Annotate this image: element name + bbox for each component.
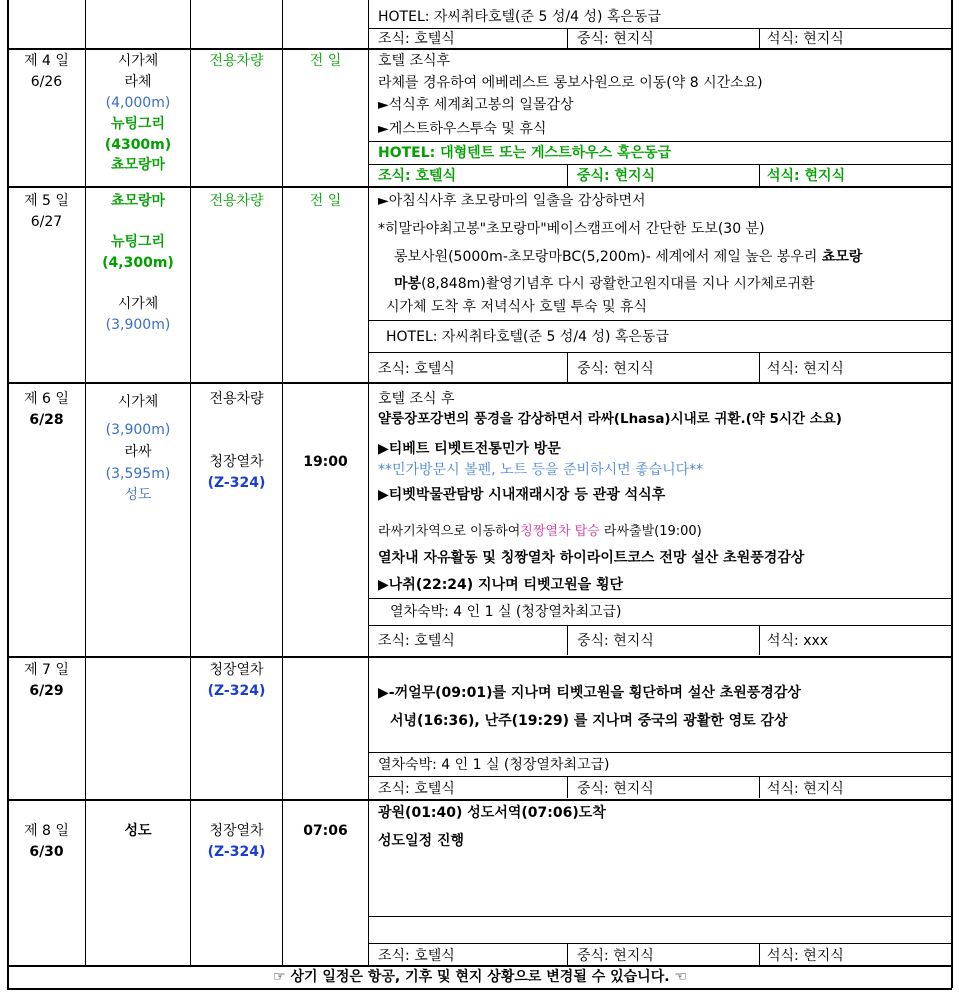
place: 성도: [124, 487, 152, 503]
schedule-line: ▶티베트 티벳트전통민가 방문: [378, 441, 561, 457]
place: 라체: [124, 74, 152, 90]
schedule-line: 라싸기차역으로 이동하여칭짱열차 탑승 라싸출발(19:00): [378, 524, 702, 539]
row-border: [7, 382, 952, 384]
table-right-border: [951, 0, 953, 988]
place: 시가체: [117, 394, 159, 410]
day-label: 제 7 일: [24, 662, 69, 678]
dinner: 석식: 현지식: [767, 781, 844, 797]
divider: [368, 164, 951, 165]
divider: [759, 164, 760, 186]
divider: [567, 776, 568, 798]
train: 청장열차: [209, 823, 264, 839]
place: 뉴팅그리: [110, 116, 166, 132]
schedule-line: 호텔 조식 후: [378, 391, 455, 407]
schedule-line: 호텔 조식후: [378, 53, 451, 69]
divider: [759, 625, 760, 655]
row-border: [7, 656, 952, 658]
place: 뉴팅그리: [110, 234, 166, 250]
hotel-line: HOTEL: 자씨취타호텔(준 5 성/4 성) 혹은동급: [386, 329, 669, 345]
divider: [567, 352, 568, 382]
divider: [567, 164, 568, 186]
divider: [759, 352, 760, 382]
place: 성도: [124, 823, 152, 839]
day-label: 제 6 일: [24, 391, 69, 407]
lunch: 중식: 현지식: [577, 781, 654, 797]
schedule-line: 서녕(16:36), 난주(19:29) 를 지나며 중국의 광활한 영토 감상: [390, 713, 788, 729]
divider: [368, 320, 951, 321]
breakfast: 조식: 호텔식: [378, 633, 455, 649]
divider: [567, 625, 568, 655]
day-label: 제 5 일: [24, 193, 69, 209]
day-date: 6/29: [29, 683, 64, 699]
divider: [368, 141, 951, 142]
altitude: (4,300m): [102, 255, 174, 271]
row-border: [7, 799, 952, 801]
schedule-line: 시가체 도착 후 저녁식사 호텔 투숙 및 휴식: [386, 299, 648, 315]
day-date: 6/30: [29, 844, 64, 860]
altitude: (4300m): [104, 137, 172, 153]
schedule-line: 열차내 자유활동 및 칭짱열차 하이라이트코스 전망 설산 초원풍경감상: [378, 550, 805, 566]
day-date: 6/27: [30, 214, 63, 230]
schedule-line: ►아침식사후 초모랑마의 일출을 감상하면서: [378, 193, 646, 209]
dinner: 석식: 현지식: [767, 168, 846, 184]
place: 쵸모랑마: [110, 157, 166, 173]
divider: [368, 625, 951, 626]
dinner: 석식: 현지식: [767, 361, 844, 377]
schedule-line: ►게스트하우스투숙 및 휴식: [378, 121, 547, 137]
place: 시가체: [117, 53, 159, 69]
row-border: [7, 186, 952, 188]
divider: [759, 28, 760, 48]
dinner: 석식: 현지식: [767, 31, 844, 47]
hotel-line: 열차숙박: 4 인 1 실 (청장열차최고급): [390, 604, 622, 620]
breakfast: 조식: 호텔식: [378, 781, 455, 797]
divider: [368, 916, 951, 917]
lunch: 중식: 현지식: [577, 633, 654, 649]
divider: [567, 28, 568, 48]
breakfast: 조식: 호텔식: [378, 168, 457, 184]
lunch: 중식: 현지식: [577, 948, 654, 964]
day-date: 6/28: [29, 412, 64, 428]
day-date: 6/26: [30, 74, 63, 90]
dinner: 석식: 현지식: [767, 948, 844, 964]
schedule-line: 광원(01:40) 성도서역(07:06)도착: [378, 805, 606, 821]
table-bottom-border: [7, 988, 952, 990]
row-border: [7, 48, 952, 50]
divider: [368, 598, 951, 599]
divider: [368, 776, 951, 777]
schedule-line: 롱보사원(5000m-초모랑마BC(5,200m)- 세계에서 제일 높은 봉우리 쵸모랑: [394, 249, 863, 265]
train: 청장열차: [209, 454, 264, 470]
hotel-line: 열차숙박: 4 인 1 실 (청장열차최고급): [378, 757, 610, 773]
divider: [368, 28, 951, 29]
transport: 전용차량: [209, 193, 264, 209]
altitude: (3,900m): [105, 422, 171, 438]
lunch: 중식: 현지식: [577, 31, 654, 47]
lunch: 중식: 현지식: [577, 361, 654, 377]
schedule-line: 얄룽장포강변의 풍경을 감상하면서 라싸(Lhasa)시내로 귀환.(약 5시간 소요): [378, 411, 842, 427]
schedule-line: 라체를 경유하여 에베레스트 롱보사원으로 이동(약 8 시간소요): [378, 75, 763, 91]
train-code: (Z-324): [207, 844, 266, 860]
altitude: (3,595m): [105, 466, 171, 482]
altitude: (3,900m): [105, 317, 171, 333]
divider: [759, 776, 760, 798]
schedule-line: ▶티벳박물관탐방 시내재래시장 등 관광 석식후: [378, 487, 666, 503]
footer-notice: ☞ 상기 일정은 항공, 기후 및 현지 상황으로 변경될 수 있습니다. ☜: [273, 969, 687, 985]
col-divider: [282, 0, 283, 965]
transport: 전용차량: [209, 53, 264, 69]
time: 19:00: [303, 454, 348, 470]
time: 07:06: [303, 823, 348, 839]
notice-line: **민가방문시 볼펜, 노트 등을 준비하시면 좋습니다**: [378, 462, 704, 478]
breakfast: 조식: 호텔식: [378, 948, 455, 964]
place: 라싸: [124, 444, 152, 460]
schedule-line: ►석식후 세계최고봉의 일몰감상: [378, 97, 574, 113]
schedule-line: 마봉(8,848m)촬영기념후 다시 광활한고원지대를 지나 시가체로귀환: [394, 276, 815, 292]
hotel-line: HOTEL: 대형텐트 또는 게스트하우스 혹은동급: [378, 145, 672, 161]
divider: [368, 943, 951, 944]
schedule-line: *히말라야최고봉"초모랑마"베이스캠프에서 간단한 도보(30 분): [378, 221, 765, 237]
divider: [567, 943, 568, 965]
dinner: 석식: xxx: [767, 633, 829, 649]
place: 쵸모랑마: [110, 193, 166, 209]
transport: 전용차량: [209, 391, 264, 407]
breakfast: 조식: 호텔식: [378, 361, 455, 377]
train-code: (Z-324): [207, 683, 266, 699]
schedule-line: ▶-꺼얼무(09:01)를 지나며 티벳고원을 횡단하며 설산 초원풍경감상: [378, 685, 801, 701]
schedule-line: 성도일정 진행: [378, 833, 465, 849]
day-label: 제 8 일: [24, 823, 69, 839]
schedule-line: ▶나취(22:24) 지나며 티벳고원을 횡단: [378, 577, 624, 593]
breakfast: 조식: 호텔식: [378, 31, 455, 47]
place: 시가체: [117, 296, 159, 312]
time: 전 일: [309, 193, 342, 209]
row-border: [7, 965, 952, 967]
divider: [368, 752, 951, 753]
train: 청장열차: [209, 662, 264, 678]
divider: [368, 352, 951, 353]
time: 전 일: [309, 53, 342, 69]
train-code: (Z-324): [207, 475, 266, 491]
lunch: 중식: 현지식: [577, 168, 656, 184]
hotel-line: HOTEL: 자씨취타호텔(준 5 성/4 성) 혹은동급: [378, 9, 661, 25]
day-label: 제 4 일: [24, 53, 69, 69]
col-divider: [368, 0, 369, 965]
altitude: (4,000m): [105, 95, 171, 111]
divider: [759, 943, 760, 965]
